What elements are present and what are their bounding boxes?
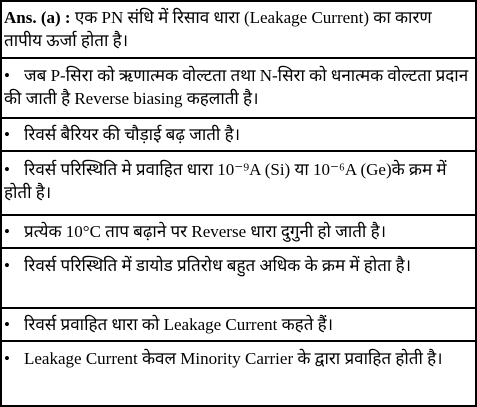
row-divider bbox=[0, 307, 477, 309]
row-divider bbox=[0, 247, 477, 249]
bottom-border bbox=[0, 405, 477, 407]
list-item bbox=[4, 254, 472, 277]
top-border bbox=[0, 0, 477, 2]
bullet-icon: • bbox=[4, 222, 10, 241]
list-item-text: जब P-सिरा को ऋणात्मक वोल्टता तथा N-सिरा को धनात्मक वोल्टता प्रदान की जाती है Reverse biasing कहलाती है। bbox=[4, 66, 469, 108]
right-border bbox=[475, 0, 477, 407]
list-item-text: रिवर्स प्रवाहित धारा को Leakage Current कहते हैं। bbox=[24, 315, 334, 334]
row-divider bbox=[0, 214, 477, 216]
row-divider bbox=[0, 117, 477, 119]
row-divider bbox=[0, 340, 477, 342]
list-item bbox=[4, 347, 472, 370]
list-item-text: रिवर्स परिस्थिति में डायोड प्रतिरोध बहुत अधिक के क्रम में होता है। bbox=[24, 256, 412, 275]
list-item-text: प्रत्येक 10°C ताप बढ़ाने पर Reverse धारा दुगुनी हो जाती है। bbox=[24, 222, 387, 241]
bullet-icon: • bbox=[4, 315, 10, 334]
list-item-text: Leakage Current केवल Minority Carrier के द्वारा प्रवाहित होती है। bbox=[24, 349, 443, 368]
answer-intro bbox=[4, 6, 472, 52]
answer-intro-text: एक PN संधि में रिसाव धारा (Leakage Current) का कारण तापीय ऊर्जा होता है। bbox=[4, 8, 432, 50]
list-item bbox=[4, 313, 472, 336]
list-item bbox=[4, 158, 472, 204]
bullet-icon: • bbox=[4, 349, 10, 368]
bullet-icon: • bbox=[4, 66, 10, 85]
list-item-text: रिवर्स बैरियर की चौड़ाई बढ़ जाती है। bbox=[24, 125, 241, 144]
bullet-icon: • bbox=[4, 125, 10, 144]
bullet-icon: • bbox=[4, 160, 10, 179]
bullet-icon: • bbox=[4, 256, 10, 275]
row-divider bbox=[0, 57, 477, 59]
list-item bbox=[4, 64, 472, 110]
list-item bbox=[4, 220, 472, 243]
left-border bbox=[0, 0, 2, 407]
list-item-text: रिवर्स परिस्थिति मे प्रवाहित धारा 10⁻⁹A (Si) या 10⁻⁶A (Ge)के क्रम में होती है। bbox=[4, 160, 447, 202]
row-divider bbox=[0, 150, 477, 152]
answer-label: Ans. (a) : bbox=[4, 8, 71, 27]
list-item bbox=[4, 123, 472, 146]
